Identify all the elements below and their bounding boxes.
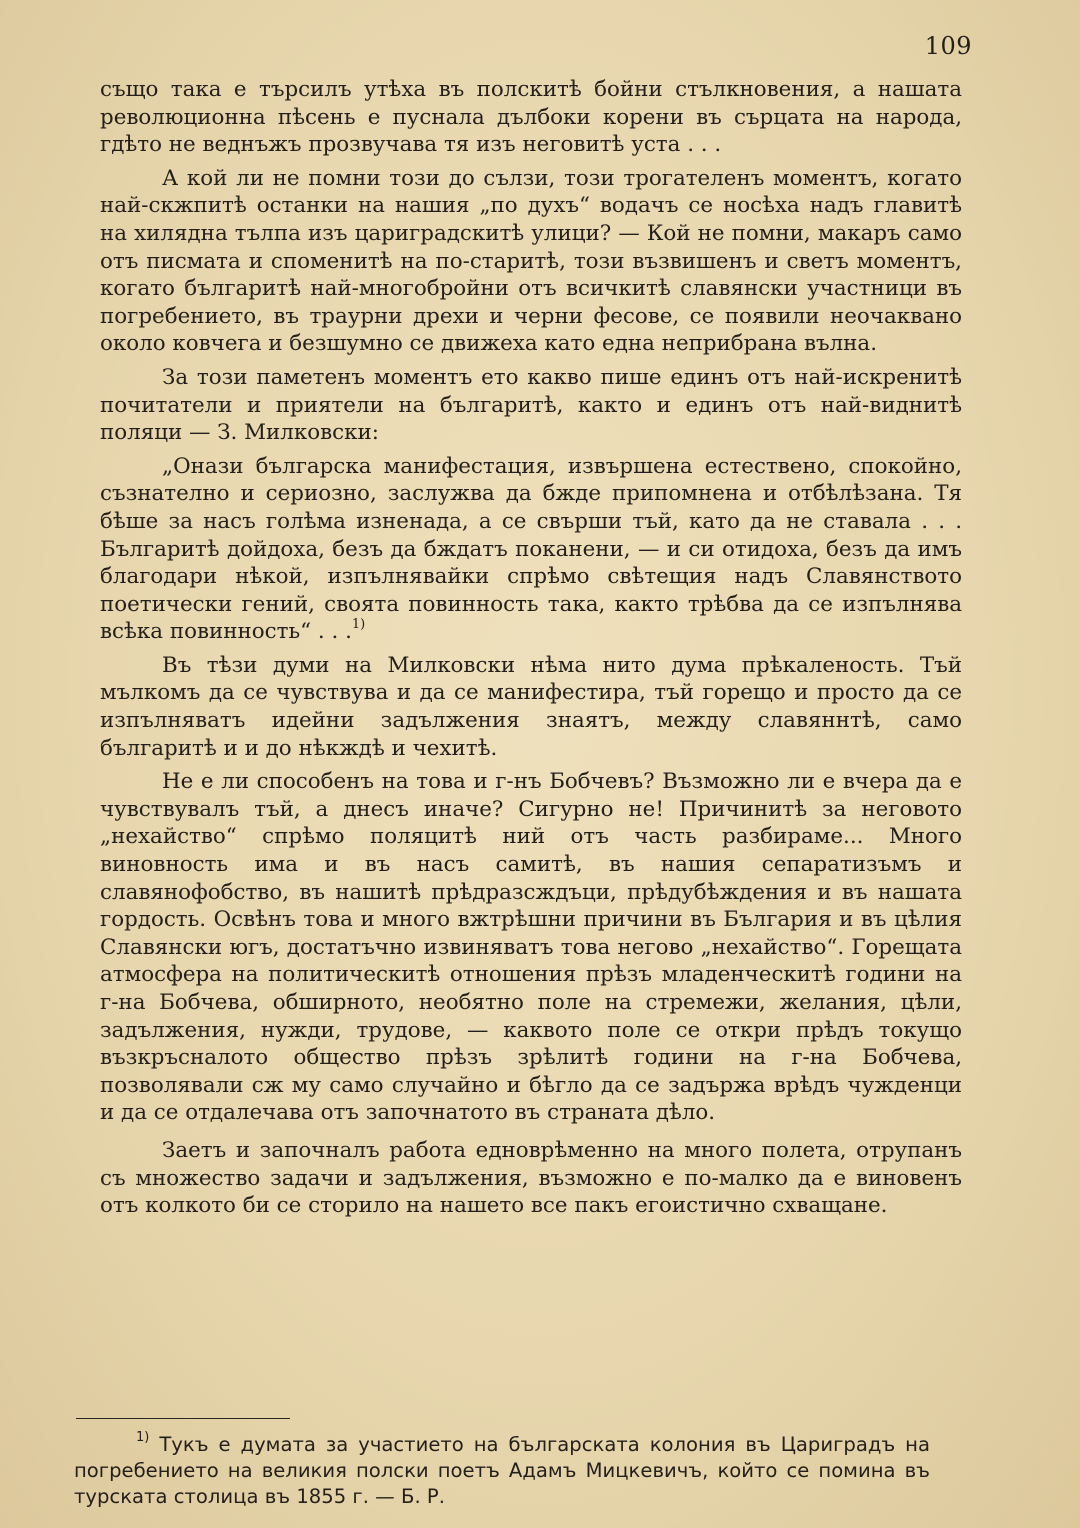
page-number: 109 bbox=[924, 32, 972, 60]
footnote-text: Тукъ е думата за участието на българската колония въ Цариградъ на погребението на великия полски поетъ Адамъ Мицкевичъ, който се помина въ турската столица въ 1855 г. — Б. Р. bbox=[74, 1433, 930, 1508]
footnote-reference: 1) bbox=[351, 617, 366, 633]
paragraph-5: Въ тѣзи думи на Милковски нѣма нито дума прѣкаленость. Тъй мълкомъ да се чувствува и да се манифестира, тъй горещо и просто да се изпълняватъ идейни задължения знаятъ, между славяннтѣ, само българитѣ и и до нѣкждѣ и чехитѣ. bbox=[100, 652, 962, 761]
paragraph-2: А кой ли не помни този до сълзи, този трогателенъ моментъ, когато най-скжпитѣ останки на нашия „по духъ“ водачъ се носѣха надъ главитѣ на хилядна тълпа изъ цариградскитѣ улици? — Кой не помни, макаръ само отъ писмата и споменитѣ на по-старитѣ, този възвишенъ и светъ моментъ, когато българитѣ най-многобройни отъ всичкитѣ славянски участници въ погребението, въ траурни дрехи и черни фесове, се появили неочаквано около ковчега и безшумно се движеха като една неприбрана вълна. bbox=[100, 165, 962, 357]
quote-paragraph bbox=[100, 453, 962, 646]
quote-text: „Онази българска манифестация, извършена естествено, спокойно, съзнателно и сериозно, заслужва да бжде припомнена и отбѣлѣзана. Тя бѣше за насъ голѣма изненада, а се свърши тъй, като да не ставала . . . Българитѣ дойдоха, безъ да бждатъ поканени, — и си отидоха, безъ да имъ благодари нѣкой, изпълнявайки спрѣмо свѣтещия надъ Славянството поетически гений, своята повинность така, както трѣбва да се изпълнява всѣка повинность“ . . . bbox=[100, 453, 962, 645]
paragraph-6: Не е ли способенъ на това и г-нъ Бобчевъ? Възможно ли е вчера да е чувствувалъ тъй, а днесъ иначе? Сигурно не! Причинитѣ за неговото „нехайство“ спрѣмо поляцитѣ ний отъ часть разбираме... Много виновность има и въ насъ самитѣ, въ нашия сепаратизъмъ и славянофобство, въ нашитѣ прѣдразсждъци, прѣдубѣждения и въ нашата гордость. Освѣнъ това и много вжтрѣшни причини въ България и въ цѣлия Славянски югъ, достатъчно извиняватъ това негово „нехайство“. Горещата атмосфера на политическитѣ отношения прѣзъ младенческитѣ години на г-на Бобчева, обширното, необятно поле на стремежи, желания, цѣли, задължения, нужди, трудове, — каквото поле се откри прѣдъ токущо възкръсналото общество прѣзъ зрѣлитѣ години на г-на Бобчева, позволявали сж му само случайно и бѣгло да се задържа врѣдъ чужденци и да се отдалечава отъ започнатото въ страната дѣло. bbox=[100, 769, 962, 1126]
paragraph-7: Заетъ и започналъ работа едноврѣменно на много полета, отрупанъ съ множество задачи и задължения, възможно е по-малко да е виновенъ отъ колкото би се сторило на нашето все пакъ егоистично схващане. bbox=[100, 1137, 962, 1219]
paragraph-3: За този паметенъ моментъ ето какво пише единъ отъ най-искренитѣ почитатели и приятели на българитѣ, както и единъ отъ най-виднитѣ поляци — З. Милковски: bbox=[100, 364, 962, 446]
footnote bbox=[74, 1432, 930, 1510]
footnote-marker: 1) bbox=[136, 1430, 150, 1446]
footnote-divider bbox=[76, 1418, 290, 1419]
body-text bbox=[100, 76, 962, 1226]
paragraph-1: също така е търсилъ утѣха въ полскитѣ бойни стълкновения, а нашата революционна пѣсень е пуснала дълбоки корени въ сърцата на народа, гдѣто не веднъжъ прозвучава тя изъ неговитѣ уста . . . bbox=[100, 77, 962, 158]
